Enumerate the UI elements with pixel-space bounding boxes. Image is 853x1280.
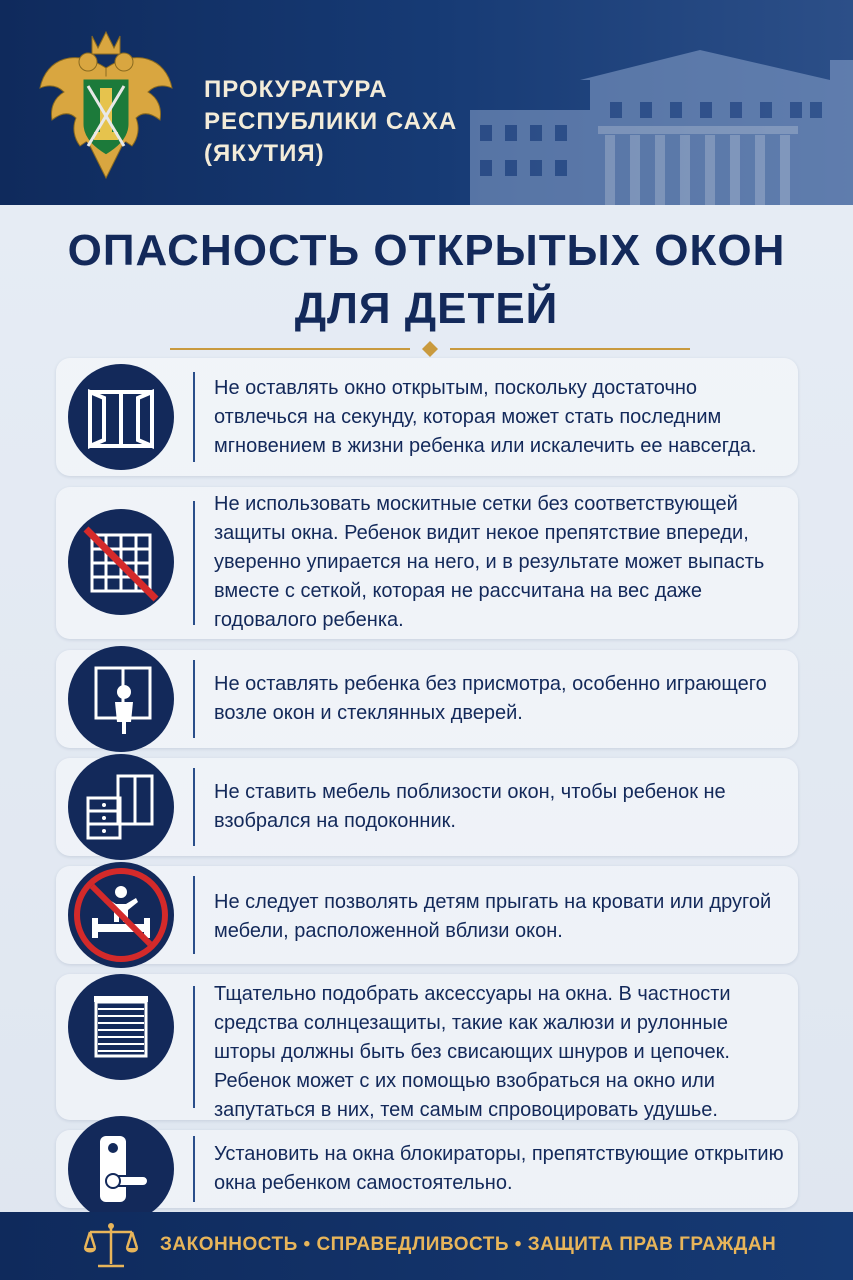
page-title-line2: ДЛЯ ДЕТЕЙ xyxy=(294,284,559,333)
window-lock-icon xyxy=(68,1116,174,1222)
footer-motto: ЗАКОННОСТЬ • СПРАВЕДЛИВОСТЬ • ЗАЩИТА ПРАВ ГРАЖДАН xyxy=(160,1234,777,1255)
list-item xyxy=(56,650,798,748)
list-item xyxy=(56,974,798,1120)
list-item xyxy=(56,758,798,856)
scales-of-justice-icon xyxy=(82,1220,140,1272)
list-item xyxy=(56,1130,798,1208)
footer-banner xyxy=(0,1212,853,1280)
organization-title xyxy=(204,74,457,170)
org-title-line2: РЕСПУБЛИКИ САХА xyxy=(204,108,458,135)
item-separator xyxy=(193,501,195,625)
no-mosquito-net-icon xyxy=(68,509,174,615)
item-separator xyxy=(193,876,195,954)
window-blinds-icon xyxy=(68,974,174,1080)
item-separator xyxy=(193,986,195,1108)
item-separator xyxy=(193,768,195,846)
item-text: Не оставлять ребенка без присмотра, особенно играющего возле окон и стеклянных дверей. xyxy=(214,673,767,724)
no-jumping-on-bed-icon xyxy=(68,862,174,968)
page-title xyxy=(0,222,853,338)
prosecutor-building-icon xyxy=(470,40,853,205)
child-at-window-icon xyxy=(68,646,174,752)
item-text: Установить на окна блокираторы, препятствующие открытию окна ребенком самостоятельно. xyxy=(214,1143,784,1194)
furniture-near-window-icon xyxy=(68,754,174,860)
eagle-emblem-icon xyxy=(36,28,176,184)
item-separator xyxy=(193,372,195,462)
list-item xyxy=(56,358,798,476)
item-text: Не следует позволять детям прыгать на кровати или другой мебели, расположенной вблизи окон. xyxy=(214,891,772,942)
open-window-icon xyxy=(68,364,174,470)
item-text: Не оставлять окно открытым, поскольку достаточно отвлечься на секунду, которая может стать последним мгновением в жизни ребенка или искалечить ее навсегда. xyxy=(214,377,757,457)
item-text: Не использовать москитные сетки без соответствующей защиты окна. Ребенок видит некое препятствие впереди, уверенно упирается на него, и в результате может выпасть вместе с сеткой, которая не рассчитана на вес даже годовалого ребенка. xyxy=(214,493,765,631)
item-separator xyxy=(193,1136,195,1202)
org-title-line3: (ЯКУТИЯ) xyxy=(204,140,325,167)
item-text: Тщательно подобрать аксессуары на окна. В частности средства солнцезащиты, такие как жалюзи и рулонные шторы должны быть без свисающих шнуров и цепочек. Ребенок может с их помощью взобраться на окно или запутаться в них, тем самым спровоцировать удушье. xyxy=(214,983,731,1121)
item-separator xyxy=(193,660,195,738)
title-divider xyxy=(170,340,690,358)
page-title-line1: ОПАСНОСТЬ ОТКРЫТЫХ ОКОН xyxy=(67,226,786,275)
list-item xyxy=(56,866,798,964)
header-banner xyxy=(0,0,853,205)
list-item xyxy=(56,487,798,639)
org-title-line1: ПРОКУРАТУРА xyxy=(204,76,388,103)
item-text: Не ставить мебель поблизости окон, чтобы ребенок не взобрался на подоконник. xyxy=(214,781,726,832)
